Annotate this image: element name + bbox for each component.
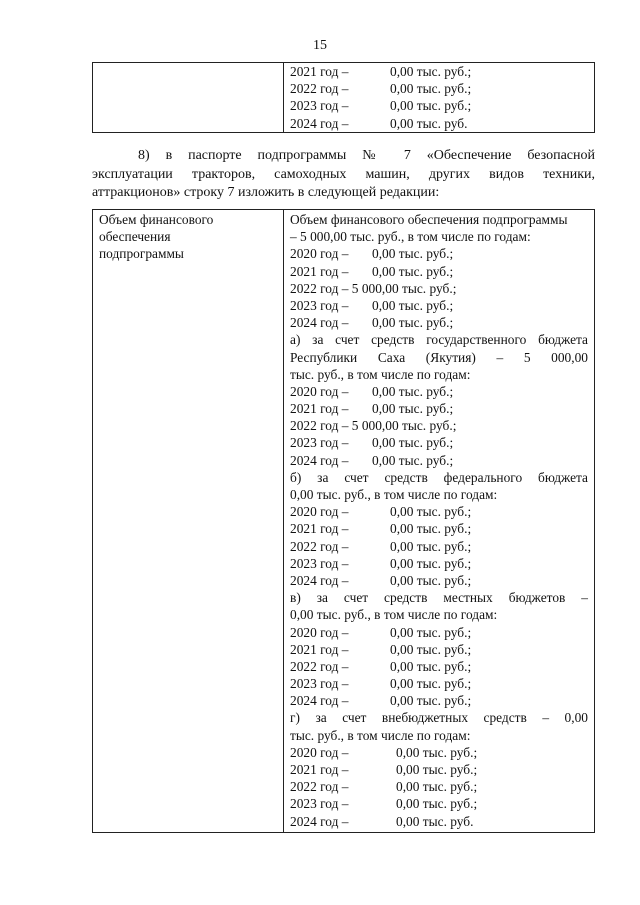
year-label: 2020 год – bbox=[290, 624, 349, 640]
year-label: 2022 год – bbox=[290, 779, 349, 795]
year-amount: 0,00 тыс. руб.; bbox=[396, 744, 478, 760]
year-label: 2022 год – bbox=[290, 81, 349, 97]
year-amount: 0,00 тыс. руб.; bbox=[390, 676, 472, 692]
year-label: 2023 год – bbox=[290, 555, 349, 571]
intro-line: – 5 000,00 тыс. руб., в том числе по годам: bbox=[290, 229, 531, 245]
section-a-line: Республики Саха (Якутия) – 5 000,00 bbox=[290, 349, 588, 365]
section-b-line: б) за счет средств федерального бюджета bbox=[290, 469, 588, 485]
amendment-paragraph bbox=[92, 147, 595, 203]
year-label: 2021 год – bbox=[290, 641, 349, 657]
year-label: 2021 год – bbox=[290, 401, 349, 417]
empty-cell bbox=[93, 63, 284, 133]
year-label: 2021 год – bbox=[290, 64, 349, 79]
intro-line: Объем финансового обеспечения подпрограммы bbox=[290, 212, 568, 227]
label-cell bbox=[93, 210, 284, 833]
year-label: 2020 год – bbox=[290, 504, 349, 520]
section-b-line: 0,00 тыс. руб., в том числе по годам: bbox=[290, 487, 498, 502]
year-amount: 0,00 тыс. руб.; bbox=[372, 435, 454, 451]
year-label: 2020 год – bbox=[290, 744, 349, 760]
year-amount: 0,00 тыс. руб.; bbox=[390, 538, 472, 554]
year-label: 2022 год – bbox=[290, 658, 349, 674]
year-amount: 0,00 тыс. руб.; bbox=[390, 624, 472, 640]
section-v-line: 0,00 тыс. руб., в том числе по годам: bbox=[290, 607, 498, 623]
year-amount: 0,00 тыс. руб. bbox=[396, 813, 474, 829]
year-label: 2023 год – bbox=[290, 435, 349, 451]
financing-table bbox=[92, 209, 595, 833]
label-line: Объем финансового bbox=[99, 212, 214, 227]
year-amount: 0,00 тыс. руб.; bbox=[390, 641, 472, 657]
year-amount: 0,00 тыс. руб.; bbox=[372, 315, 454, 331]
amount-cell bbox=[284, 63, 595, 133]
section-a-line: тыс. руб., в том числе по годам: bbox=[290, 366, 471, 382]
section-g-line: г) за счет внебюджетных средств – 0,00 bbox=[290, 710, 588, 726]
year-label: 2023 год – bbox=[290, 98, 349, 114]
year-amount: 0,00 тыс. руб.; bbox=[390, 693, 472, 709]
section-a-line: а) за счет средств государственного бюджета bbox=[290, 332, 588, 348]
year-label: 2023 год – bbox=[290, 297, 349, 313]
year-label: 2021 год – bbox=[290, 263, 349, 279]
section-g-line: тыс. руб., в том числе по годам: bbox=[290, 727, 471, 743]
label-line: подпрограммы bbox=[99, 246, 184, 262]
year-label: 2024 год – bbox=[290, 115, 349, 131]
year-amount: 0,00 тыс. руб.; bbox=[372, 246, 454, 262]
section-v-line: в) за счет средств местных бюджетов – bbox=[290, 590, 588, 606]
year-label: 2024 год – bbox=[290, 813, 349, 829]
year-amount: 0,00 тыс. руб.; bbox=[372, 263, 454, 279]
year-label: 2024 год – bbox=[290, 572, 349, 588]
year-label: 2022 год – bbox=[290, 538, 349, 554]
year-label: 2020 год – bbox=[290, 246, 349, 262]
year-amount: 0,00 тыс. руб.; bbox=[390, 658, 472, 674]
year-amount: 0,00 тыс. руб.; bbox=[390, 555, 472, 571]
year-amount: 0,00 тыс. руб.; bbox=[390, 572, 472, 588]
year-label: 2024 год – bbox=[290, 315, 349, 331]
year-label: 2022 год – 5 000,00 тыс. руб.; bbox=[290, 280, 457, 296]
year-amount: 0,00 тыс. руб.; bbox=[372, 383, 454, 399]
label-line: обеспечения bbox=[99, 229, 171, 245]
table-row bbox=[93, 63, 595, 133]
value-cell bbox=[284, 210, 595, 833]
year-label: 2021 год – bbox=[290, 762, 349, 777]
table-row bbox=[93, 210, 595, 833]
year-amount: 0,00 тыс. руб. bbox=[390, 115, 468, 131]
year-amount: 0,00 тыс. руб.; bbox=[372, 297, 454, 313]
year-amount: 0,00 тыс. руб.; bbox=[396, 762, 478, 777]
year-label: 2021 год – bbox=[290, 521, 349, 537]
paragraph-line: аттракционов» строку 7 изложить в следующей редакции: bbox=[92, 185, 440, 200]
year-amount: 0,00 тыс. руб.; bbox=[396, 796, 478, 812]
year-amount: 0,00 тыс. руб.; bbox=[372, 452, 454, 468]
year-label: 2023 год – bbox=[290, 676, 349, 692]
page-number: 15 bbox=[313, 38, 327, 53]
paragraph-line: эксплуатации тракторов, самоходных машин, других видов техники, bbox=[92, 166, 595, 182]
year-amount: 0,00 тыс. руб.; bbox=[390, 64, 472, 79]
year-amount: 0,00 тыс. руб.; bbox=[390, 81, 472, 97]
year-amount: 0,00 тыс. руб.; bbox=[390, 521, 472, 537]
year-amount: 0,00 тыс. руб.; bbox=[390, 504, 472, 520]
year-amount: 0,00 тыс. руб.; bbox=[372, 401, 454, 417]
year-label: 2024 год – bbox=[290, 452, 349, 468]
year-label: 2024 год – bbox=[290, 693, 349, 709]
continuation-table bbox=[92, 62, 595, 133]
year-amount: 0,00 тыс. руб.; bbox=[396, 779, 478, 795]
year-label: 2023 год – bbox=[290, 796, 349, 812]
year-label: 2020 год – bbox=[290, 383, 349, 399]
paragraph-line: 8) в паспорте подпрограммы № 7 «Обеспечение безопасной bbox=[138, 148, 595, 163]
year-amount: 0,00 тыс. руб.; bbox=[390, 98, 472, 114]
year-label: 2022 год – 5 000,00 тыс. руб.; bbox=[290, 418, 457, 434]
